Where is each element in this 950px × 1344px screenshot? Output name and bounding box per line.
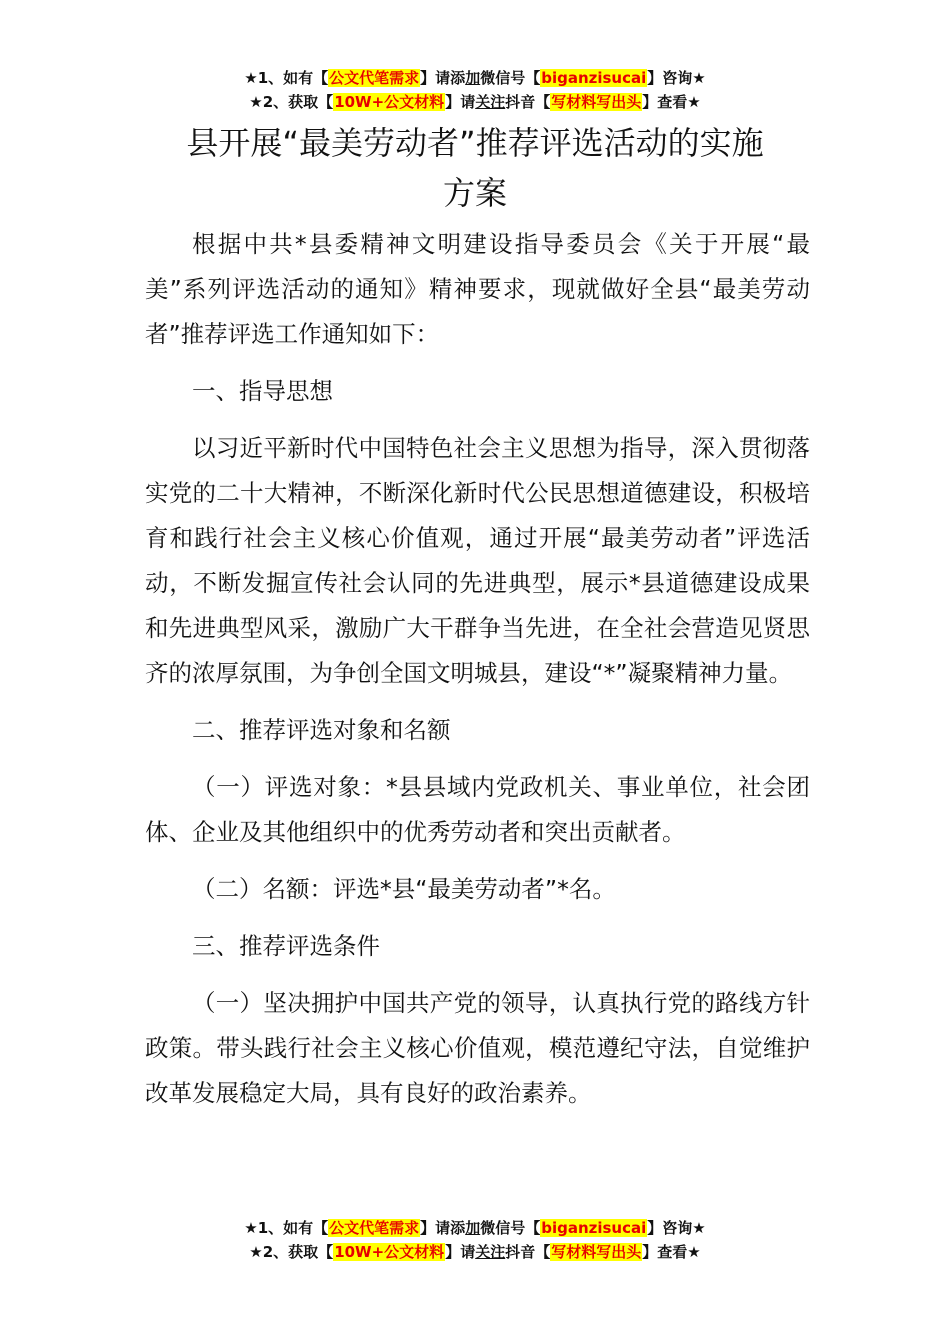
banner-line-1 <box>0 66 950 90</box>
banner-text: 微信号【 <box>480 1219 541 1237</box>
banner-highlight: 公文代笔需求 <box>329 1219 420 1237</box>
bottom-banner <box>0 1216 950 1264</box>
banner-highlight: biganzisucai <box>541 1219 647 1237</box>
banner-text: 】咨询★ <box>647 69 706 87</box>
banner-highlight: 10W+公文材料 <box>334 93 445 111</box>
body-paragraph: （一）评选对象：*县县域内党政机关、事业单位，社会团体、企业及其他组织中的优秀劳动者和突出贡献者。 <box>145 773 810 846</box>
banner-text: 关注 <box>475 93 506 111</box>
title-line-1: 县开展“最美劳动者”推荐评选活动的实施 <box>186 124 764 162</box>
banner-text: 】咨询★ <box>647 1219 706 1237</box>
section-heading-2: 二、推荐评选对象和名额 <box>192 716 451 744</box>
banner-text: 加 <box>465 1219 481 1237</box>
banner-text: 】请添 <box>420 1219 466 1237</box>
body-paragraph: （二）名额：评选*县“最美劳动者”*名。 <box>192 875 616 903</box>
banner-line-1 <box>0 1216 950 1240</box>
banner-highlight: biganzisucai <box>541 69 647 87</box>
banner-text: ★1、如有【 <box>244 69 329 87</box>
section-heading-3: 三、推荐评选条件 <box>192 932 380 960</box>
banner-line-2 <box>0 90 950 114</box>
intro-paragraph: 根据中共*县委精神文明建设指导委员会《关于开展“最美”系列评选活动的通知》精神要求，现就做好全县“最美劳动者”推荐评选工作通知如下： <box>145 230 810 348</box>
banner-text: 抖音【 <box>505 1243 551 1261</box>
banner-text: 抖音【 <box>505 93 551 111</box>
banner-text: 】请添 <box>420 69 466 87</box>
document-body <box>145 222 810 1128</box>
banner-text: 关注 <box>475 1243 506 1261</box>
banner-highlight: 写材料写出头 <box>551 93 642 111</box>
title-line-2: 方案 <box>442 174 507 212</box>
banner-text: 加 <box>465 69 481 87</box>
banner-text: 】查看★ <box>642 93 701 111</box>
banner-highlight: 公文代笔需求 <box>329 69 420 87</box>
banner-text: 】查看★ <box>642 1243 701 1261</box>
body-paragraph: 以习近平新时代中国特色社会主义思想为指导，深入贯彻落实党的二十大精神，不断深化新时代公民思想道德建设，积极培育和践行社会主义核心价值观，通过开展“最美劳动者”评选活动，不断发掘宣传社会认同的先进典型，展示*县道德建设成果和先进典型风采，激励广大干群争当先进，在全社会营造见贤思齐的浓厚氛围，为争创全国文明城县，建设“*”凝聚精神力量。 <box>145 434 810 687</box>
section-heading-1: 一、指导思想 <box>192 377 333 405</box>
body-paragraph: （一）坚决拥护中国共产党的领导，认真执行党的路线方针政策。带头践行社会主义核心价值观，模范遵纪守法，自觉维护改革发展稳定大局，具有良好的政治素养。 <box>145 989 810 1107</box>
banner-text: ★2、获取【 <box>249 1243 334 1261</box>
banner-line-2 <box>0 1240 950 1264</box>
banner-text: 微信号【 <box>480 69 541 87</box>
banner-highlight: 10W+公文材料 <box>334 1243 445 1261</box>
banner-text: 】请 <box>445 93 476 111</box>
banner-text: ★2、获取【 <box>249 93 334 111</box>
document-title <box>140 118 810 218</box>
top-banner <box>0 66 950 114</box>
banner-text: 】请 <box>445 1243 476 1261</box>
banner-text: ★1、如有【 <box>244 1219 329 1237</box>
banner-highlight: 写材料写出头 <box>551 1243 642 1261</box>
